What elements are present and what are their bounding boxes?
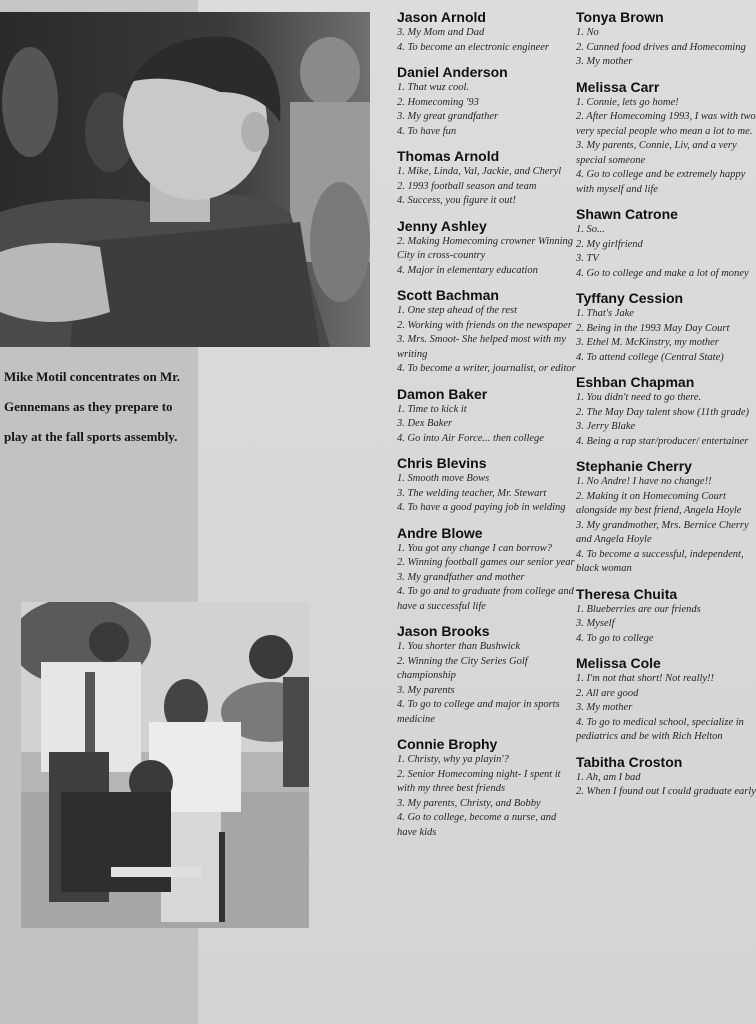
senior-answer: 4. To go and to graduate from college and have a successful life bbox=[397, 586, 574, 612]
senior-answer: 2. Making Homecoming crowner Winning City in cross-country bbox=[397, 235, 574, 261]
senior-name: Melissa Cole bbox=[576, 655, 661, 671]
senior-name: Stephanie Cherry bbox=[576, 458, 692, 474]
senior-entry bbox=[576, 585, 756, 647]
senior-answer: 2. When I found out I could graduate early bbox=[576, 786, 756, 797]
senior-answer: 4. Go to college and be extremely happy with myself and life bbox=[576, 169, 746, 195]
senior-answer: 4. Go to college, become a nurse, and have kids bbox=[397, 812, 557, 838]
senior-answer: 4. Being a rap star/producer/ entertainer bbox=[576, 435, 749, 447]
senior-answer: 3. Mrs. Smoot- She helped most with my writing bbox=[397, 334, 566, 360]
bottom-photo bbox=[21, 602, 309, 928]
senior-answer: 1. You didn't need to go there. bbox=[576, 392, 702, 403]
senior-entry bbox=[397, 63, 577, 139]
senior-answer: 3. My grandfather and mother bbox=[397, 571, 525, 583]
senior-name: Scott Bachman bbox=[397, 287, 499, 303]
senior-name: Thomas Arnold bbox=[397, 148, 500, 164]
senior-entry bbox=[576, 205, 756, 281]
senior-name: Theresa Chuita bbox=[576, 585, 678, 602]
senior-entry bbox=[576, 457, 756, 577]
senior-answer: 3. My Mom and Dad bbox=[397, 27, 485, 38]
senior-answer: 2. Winning the City Series Golf championship bbox=[397, 655, 528, 681]
senior-answer: 2. Homecoming '93 bbox=[397, 96, 479, 108]
senior-answer: 1. You got any change I can borrow? bbox=[397, 542, 552, 554]
senior-entry bbox=[397, 454, 577, 516]
senior-entry bbox=[576, 373, 756, 449]
senior-answer: 1. Ah, am I bad bbox=[576, 771, 641, 783]
senior-answer: 1. Mike, Linda, Val, Jackie, and Cheryl bbox=[397, 166, 562, 177]
senior-answer: 4. Go into Air Force... then college bbox=[397, 432, 544, 444]
senior-answer: 1. No Andre! I have no change!! bbox=[576, 476, 712, 487]
senior-answer: 1. Smooth move Bows bbox=[397, 473, 490, 484]
senior-entry bbox=[397, 735, 577, 840]
senior-answer: 2. Winning football games our senior year bbox=[397, 557, 575, 568]
senior-entry bbox=[576, 78, 756, 198]
senior-answer: 3. TV bbox=[576, 253, 599, 264]
senior-answer: 3. Jerry Blake bbox=[576, 421, 636, 432]
top-gray-strip bbox=[0, 0, 198, 12]
senior-answer: 1. No bbox=[576, 27, 599, 38]
senior-entry bbox=[397, 524, 577, 615]
senior-answer: 4. To become a writer, journalist, or editor bbox=[397, 363, 576, 374]
senior-answer: 3. My grandmother, Mrs. Bernice Cherry and Angela Hoyle bbox=[576, 519, 749, 545]
senior-name: Damon Baker bbox=[397, 385, 488, 402]
senior-answer: 4. To become an electronic engineer bbox=[397, 41, 550, 53]
senior-answer: 2. Being in the 1993 May Day Court bbox=[576, 322, 730, 334]
senior-answer: 4. Go to college and make a lot of money bbox=[576, 267, 749, 279]
senior-answer: 3. Ethel M. McKinstry, my mother bbox=[576, 337, 719, 348]
senior-answer: 2. Senior Homecoming night- I spent it with my three best friends bbox=[397, 768, 561, 794]
senior-entry bbox=[576, 8, 756, 70]
senior-column-left bbox=[397, 8, 577, 848]
senior-answer: 3. My mother bbox=[576, 56, 633, 67]
senior-entry bbox=[397, 286, 577, 377]
senior-answer: 3. Dex Baker bbox=[397, 418, 453, 429]
senior-answer: 4. Success, you figure it out! bbox=[397, 195, 516, 206]
senior-entry bbox=[576, 289, 756, 365]
senior-name: Jason Brooks bbox=[397, 623, 490, 639]
senior-answer: 2. The May Day talent show (11th grade) bbox=[576, 406, 750, 418]
senior-answer: 4. To have fun bbox=[397, 125, 457, 137]
senior-answer: 3. My parents, Christy, and Bobby bbox=[397, 797, 541, 809]
bottom-photo-illustration bbox=[21, 602, 309, 928]
senior-answer: 2. My girlfriend bbox=[576, 238, 643, 250]
senior-answer: 4. To have a good paying job in welding bbox=[397, 502, 566, 513]
senior-answer: 2. Making it on Homecoming Court alongside my best friend, Angela Hoyle bbox=[576, 490, 742, 516]
senior-name: Jenny Ashley bbox=[397, 217, 487, 234]
senior-answer: 2. After Homecoming 1993, I was with two very special people who mean a lot to me. bbox=[576, 111, 756, 137]
senior-answer: 3. My mother bbox=[576, 702, 633, 713]
senior-name: Melissa Carr bbox=[576, 78, 660, 95]
senior-answer: 1. Blueberries are our friends bbox=[576, 603, 701, 615]
senior-answer: 4. Major in elementary education bbox=[397, 264, 538, 276]
senior-name: Andre Blowe bbox=[397, 524, 483, 541]
senior-name: Chris Blevins bbox=[397, 455, 487, 471]
senior-entry bbox=[397, 217, 577, 279]
senior-answer: 1. That's Jake bbox=[576, 308, 634, 319]
senior-entry bbox=[397, 385, 577, 447]
senior-answer: 4. To go to medical school, specialize in pediatrics and be with Rich Helton bbox=[576, 716, 744, 742]
senior-answer: 1. So... bbox=[576, 224, 605, 235]
senior-answer: 1. Christy, why ya playin'? bbox=[397, 754, 509, 765]
senior-answer: 1. I'm not that short! Not really!! bbox=[576, 673, 715, 684]
top-photo-illustration bbox=[0, 12, 370, 347]
senior-column-right bbox=[576, 8, 756, 808]
senior-name: Eshban Chapman bbox=[576, 374, 695, 390]
senior-answer: 2. Canned food drives and Homecoming bbox=[576, 41, 746, 53]
senior-entry bbox=[576, 654, 756, 745]
senior-name: Tabitha Croston bbox=[576, 753, 683, 770]
senior-answer: 1. That wuz cool. bbox=[397, 82, 470, 93]
senior-answer: 1. Time to kick it bbox=[397, 403, 467, 415]
senior-entry bbox=[397, 8, 577, 55]
senior-answer: 3. Myself bbox=[576, 618, 615, 629]
senior-answer: 4. To go to college bbox=[576, 632, 654, 644]
senior-entry bbox=[576, 753, 756, 800]
senior-name: Connie Brophy bbox=[397, 736, 498, 752]
senior-answer: 1. Connie, lets go home! bbox=[576, 96, 679, 108]
senior-answer: 3. The welding teacher, Mr. Stewart bbox=[397, 487, 547, 499]
senior-answer: 4. To attend college (Central State) bbox=[576, 351, 724, 363]
senior-answer: 3. My great grandfather bbox=[397, 111, 499, 122]
senior-entry bbox=[397, 622, 577, 727]
senior-name: Tyffany Cession bbox=[576, 290, 684, 306]
senior-entry bbox=[397, 147, 577, 209]
senior-name: Tonya Brown bbox=[576, 9, 664, 25]
senior-answer: 1. You shorter than Bushwick bbox=[397, 641, 520, 652]
photo-caption: Mike Motil concentrates on Mr. Gennemans as they prepare to play at the fall sports assembly. bbox=[4, 369, 181, 444]
senior-answer: 3. My parents bbox=[397, 684, 455, 696]
senior-answer: 4. To become a successful, independent, black woman bbox=[576, 548, 744, 574]
senior-answer: 2. All are good bbox=[576, 687, 639, 699]
senior-answer: 4. To go to college and major in sports medicine bbox=[397, 699, 560, 725]
senior-name: Jason Arnold bbox=[397, 9, 486, 25]
senior-answer: 3. My parents, Connie, Liv, and a very special someone bbox=[576, 140, 737, 166]
senior-answer: 2. 1993 football season and team bbox=[397, 180, 537, 192]
senior-name: Daniel Anderson bbox=[397, 64, 508, 80]
senior-answer: 2. Working with friends on the newspaper bbox=[397, 319, 572, 331]
top-photo bbox=[0, 12, 370, 347]
senior-answer: 1. One step ahead of the rest bbox=[397, 305, 518, 316]
senior-name: Shawn Catrone bbox=[576, 206, 678, 222]
